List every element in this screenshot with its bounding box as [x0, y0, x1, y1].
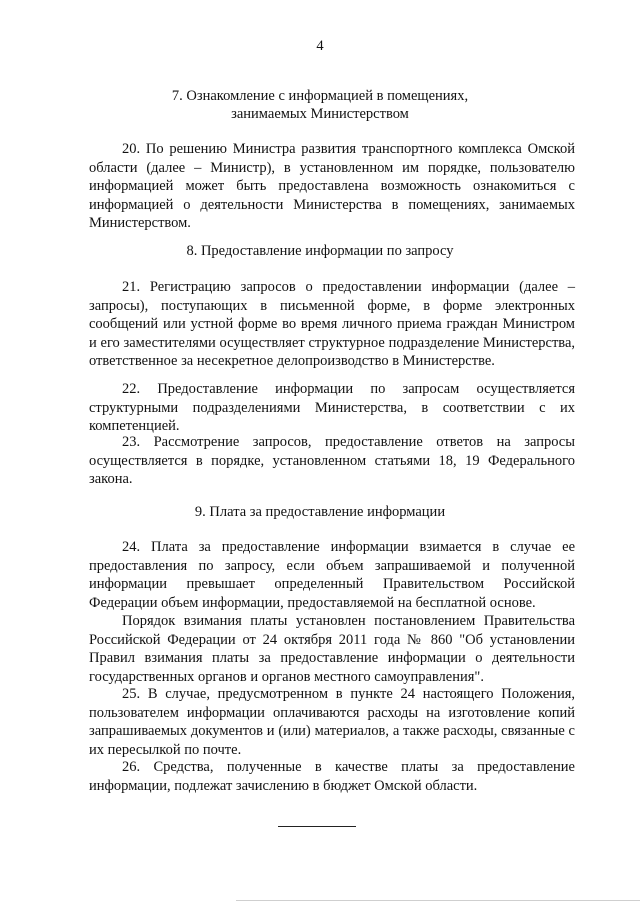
section-7-title-line-2: занимаемых Министерством: [231, 106, 409, 122]
paragraph-26: 26. Средства, полученные в качестве платы за предоставление информации, подлежат зачислению в бюджет Омской области.: [89, 759, 575, 794]
page-number: 4: [316, 38, 324, 54]
section-9-title: 9. Плата за предоставление информации: [194, 504, 446, 520]
section-7-title-line-1: 7. Ознакомление с информацией в помещениях,: [171, 88, 469, 104]
paragraph-25: 25. В случае, предусмотренном в пункте 24 настоящего Положения, пользователем информации оплачиваются расходы на изготовление копий запрашиваемых документов и (или) материалов, а также расходы, связанные с их пересылкой по почте.: [89, 686, 575, 758]
scan-bottom-edge: [236, 900, 640, 901]
section-8-title: 8. Предоставление информации по запросу: [186, 243, 454, 259]
paragraph-23: 23. Рассмотрение запросов, предоставление ответов на запросы осуществляется в порядке, установленном статьями 18, 19 Федерального закона.: [89, 434, 575, 488]
paragraph-21: 21. Регистрацию запросов о предоставлении информации (далее – запросы), поступающих в письменной форме, в форме электронных сообщений или устной форме во время личного приема граждан Министром и его заместителями осуществляет структурное подразделение Министерства, ответственное за несекретное делопроизводство в Министерстве.: [89, 279, 575, 370]
paragraph-22: 22. Предоставление информации по запросам осуществляется структурными подразделениями Министерства, в соответствии с их компетенцией.: [89, 381, 575, 435]
paragraph-20: 20. По решению Министра развития транспортного комплекса Омской области (далее – Министр), в установленном им порядке, пользователю информацией может быть предоставлена возможность ознакомиться с информацией о деятельности Министерства в помещениях, занимаемых Министерством.: [89, 141, 575, 232]
paragraph-24: 24. Плата за предоставление информации взимается в случае ее предоставления по запросу, если объем запрашиваемой и полученной информации превышает определенный Правительством Российской Федерации объем информации, предоставляемой на бесплатной основе.: [89, 539, 575, 611]
paragraph-24-procedure: Порядок взимания платы установлен постановлением Правительства Российской Федерации от 24 октября 2011 года № 860 "Об установлении Правил взимания платы за предоставление информации о деятельности государственных органов и органов местного самоуправления".: [89, 613, 575, 685]
end-divider-line: [278, 826, 356, 827]
